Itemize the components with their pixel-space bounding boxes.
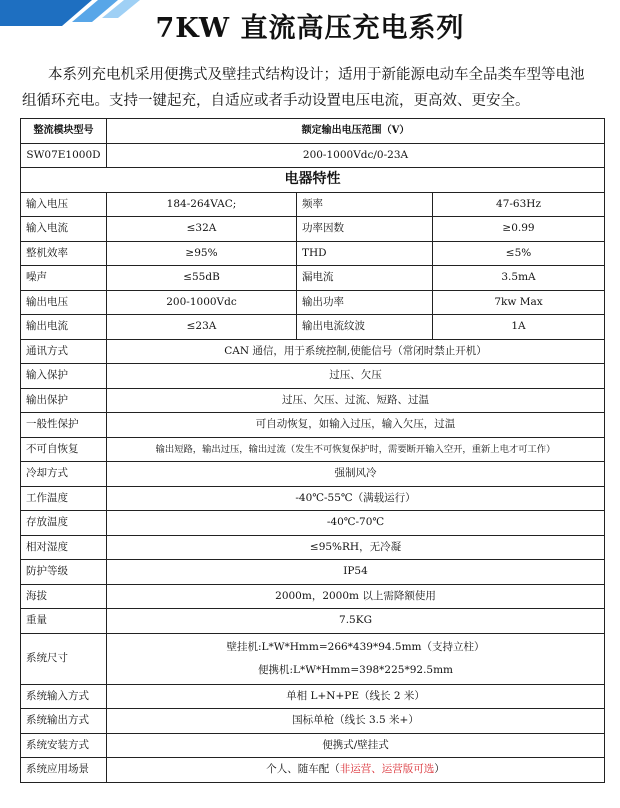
model-row bbox=[21, 143, 605, 168]
spec-value: 过压、欠压 bbox=[107, 364, 605, 389]
spec-label: 不可自恢复 bbox=[21, 437, 107, 462]
spec-value: 47-63Hz bbox=[433, 192, 605, 217]
spec-label: 冷却方式 bbox=[21, 462, 107, 487]
spec-row bbox=[21, 584, 605, 609]
spec-label: 漏电流 bbox=[297, 266, 433, 291]
range-value: 200-1000Vdc/0-23A bbox=[107, 143, 605, 168]
spec-label: 频率 bbox=[297, 192, 433, 217]
spec-row bbox=[21, 609, 605, 634]
spec-value: 1A bbox=[433, 315, 605, 340]
scene-note: 非运营、运营版可选 bbox=[339, 763, 435, 776]
spec-value: 3.5mA bbox=[433, 266, 605, 291]
spec-label: 功率因数 bbox=[297, 217, 433, 242]
spec-value: 单相 L+N+PE（线长 2 米） bbox=[107, 684, 605, 709]
spec-row bbox=[21, 511, 605, 536]
spec-row bbox=[21, 560, 605, 585]
scene-value bbox=[107, 758, 605, 783]
model-header-row bbox=[21, 119, 605, 144]
spec-label: 系统输出方式 bbox=[21, 709, 107, 734]
size-row bbox=[21, 633, 605, 684]
spec-value: ≤5% bbox=[433, 241, 605, 266]
spec-table bbox=[20, 118, 605, 783]
spec-row bbox=[21, 733, 605, 758]
spec-row bbox=[21, 462, 605, 487]
spec-label: 系统尺寸 bbox=[21, 633, 107, 684]
spec-label: 输入电压 bbox=[21, 192, 107, 217]
spec-label: 输出功率 bbox=[297, 290, 433, 315]
spec-row bbox=[21, 437, 605, 462]
spec-label: 输入保护 bbox=[21, 364, 107, 389]
spec-label: 一般性保护 bbox=[21, 413, 107, 438]
section-row bbox=[21, 168, 605, 193]
spec-label: 通讯方式 bbox=[21, 339, 107, 364]
spec-label: 系统应用场景 bbox=[21, 758, 107, 783]
spec-value: ≤32A bbox=[107, 217, 297, 242]
spec-label: 输入电流 bbox=[21, 217, 107, 242]
scene-text: 个人、随车配（ bbox=[266, 763, 340, 776]
scene-row bbox=[21, 758, 605, 783]
spec-label: 海拔 bbox=[21, 584, 107, 609]
spec-value: 7.5KG bbox=[107, 609, 605, 634]
spec-value: 184-264VAC; bbox=[107, 192, 297, 217]
spec-row bbox=[21, 339, 605, 364]
range-col-header: 额定输出电压范围（V） bbox=[107, 119, 605, 144]
spec-row bbox=[21, 709, 605, 734]
spec-value: ≤23A bbox=[107, 315, 297, 340]
spec-label: 输出保护 bbox=[21, 388, 107, 413]
spec-value: 输出短路，输出过压，输出过流（发生不可恢复保护时，需要断开输入空开，重新上电才可工作） bbox=[107, 437, 605, 462]
size-line-wall: 壁挂机:L*W*Hmm=266*439*94.5mm（支持立柱） bbox=[226, 640, 485, 653]
intro-paragraph: 本系列充电机采用便携式及壁挂式结构设计；适用于新能源电动车全品类车型等电池组循环充电。支持一键起充，自适应或者手动设置电压电流，更高效、更安全。 bbox=[22, 67, 585, 109]
scene-close: ） bbox=[434, 763, 445, 776]
model-col-header: 整流模块型号 bbox=[21, 119, 107, 144]
spec-value: 强制风冷 bbox=[107, 462, 605, 487]
spec-row bbox=[21, 486, 605, 511]
spec-value: ≥0.99 bbox=[433, 217, 605, 242]
spec-value: -40℃-55℃（满载运行） bbox=[107, 486, 605, 511]
section-title: 电器特性 bbox=[21, 168, 605, 193]
spec-label: 重量 bbox=[21, 609, 107, 634]
spec-value: 便携式/壁挂式 bbox=[107, 733, 605, 758]
spec-label: 整机效率 bbox=[21, 241, 107, 266]
spec-row bbox=[21, 388, 605, 413]
spec-value: ≥95% bbox=[107, 241, 297, 266]
spec-row bbox=[21, 535, 605, 560]
spec-pair-row bbox=[21, 290, 605, 315]
spec-label: 噪声 bbox=[21, 266, 107, 291]
spec-value: ≤55dB bbox=[107, 266, 297, 291]
model-value: SW07E1000D bbox=[21, 143, 107, 168]
spec-label: THD bbox=[297, 241, 433, 266]
spec-value: 过压、欠压、过流、短路、过温 bbox=[107, 388, 605, 413]
spec-row bbox=[21, 364, 605, 389]
spec-value: -40℃-70℃ bbox=[107, 511, 605, 536]
spec-value: 可自动恢复，如输入过压，输入欠压，过温 bbox=[107, 413, 605, 438]
spec-label: 工作温度 bbox=[21, 486, 107, 511]
spec-label: 防护等级 bbox=[21, 560, 107, 585]
spec-pair-row bbox=[21, 315, 605, 340]
spec-value: 国标单枪（线长 3.5 米+） bbox=[107, 709, 605, 734]
spec-value: 200-1000Vdc bbox=[107, 290, 297, 315]
spec-row bbox=[21, 413, 605, 438]
spec-label: 系统输入方式 bbox=[21, 684, 107, 709]
spec-label: 系统安装方式 bbox=[21, 733, 107, 758]
size-line-portable: 便携机:L*W*Hmm=398*225*92.5mm bbox=[257, 663, 454, 676]
size-values bbox=[107, 633, 605, 684]
spec-label: 输出电压 bbox=[21, 290, 107, 315]
spec-label: 相对湿度 bbox=[21, 535, 107, 560]
spec-label: 存放温度 bbox=[21, 511, 107, 536]
spec-row bbox=[21, 684, 605, 709]
spec-value: CAN 通信，用于系统控制,使能信号（常闭时禁止开机） bbox=[107, 339, 605, 364]
spec-value: 7kw Max bbox=[433, 290, 605, 315]
spec-value: 2000m，2000m 以上需降额使用 bbox=[107, 584, 605, 609]
spec-pair-row bbox=[21, 241, 605, 266]
spec-value: IP54 bbox=[107, 560, 605, 585]
spec-pair-row bbox=[21, 192, 605, 217]
spec-label: 输出电流纹波 bbox=[297, 315, 433, 340]
spec-value: ≤95%RH，无冷凝 bbox=[107, 535, 605, 560]
spec-pair-row bbox=[21, 217, 605, 242]
page-title: 7KW 直流高压充电系列 bbox=[155, 13, 465, 44]
spec-label: 输出电流 bbox=[21, 315, 107, 340]
spec-pair-row bbox=[21, 266, 605, 291]
